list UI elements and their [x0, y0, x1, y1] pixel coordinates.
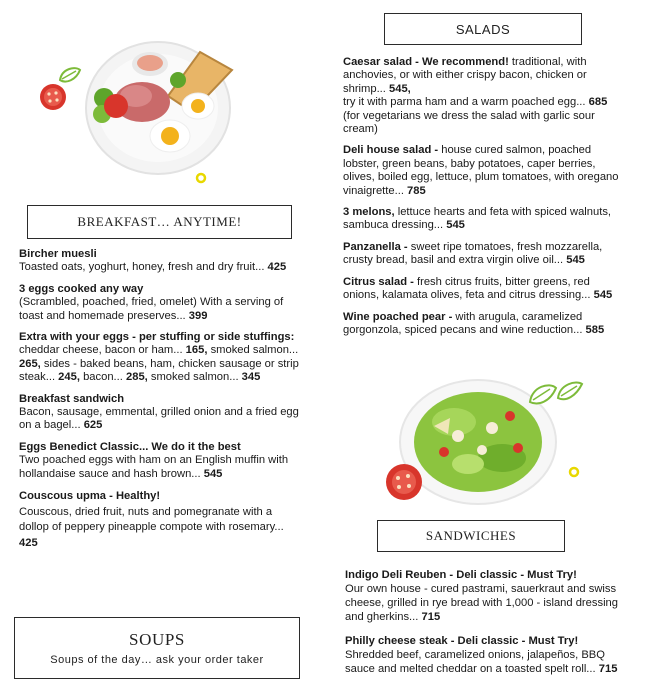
menu-item: [19, 489, 301, 551]
sandwiches-heading: [377, 520, 565, 552]
item-desc-3: sides - baked beans, ham, chicken sausage or strip steak...: [19, 357, 299, 384]
tomato-slice-icon-2: [384, 462, 424, 502]
yellow-dot-icon: [195, 172, 207, 184]
breakfast-heading: [27, 205, 292, 239]
menu-item: [343, 311, 623, 338]
menu-item: [343, 276, 623, 303]
item-name: Citrus salad -: [343, 275, 417, 288]
menu-item: [343, 144, 623, 198]
item-desc: traditional, with anchovies, or with either crispy bacon, chicken or shrimp...: [343, 56, 587, 95]
item-desc-4: bacon...: [79, 371, 123, 384]
item-desc: Couscous, dried fruit, nuts and pomegranate with a dollop of peppery pineapple compote with rosemary...: [19, 505, 284, 534]
breakfast-list: [19, 248, 301, 559]
item-name: Bircher muesli: [19, 248, 97, 260]
item-price: 545,: [385, 82, 411, 95]
item-name: Breakfast sandwich: [19, 392, 125, 405]
item-price: 425: [19, 536, 38, 549]
item-desc-5: smoked salmon...: [147, 371, 239, 384]
item-price-4: 285,: [122, 371, 148, 384]
item-price-5: 345: [238, 371, 261, 384]
item-note: (for vegetarians we dress the salad with garlic sour cream): [343, 109, 595, 136]
menu-item: [19, 248, 301, 275]
item-name: Indigo Deli Reuben - Deli classic - Must Try!: [345, 569, 577, 581]
item-price: 545: [200, 467, 223, 480]
item-price: 545: [563, 254, 585, 267]
item-desc: house cured salmon, poached lobster, green beans, baby potatoes, caper berries, olives, boiled egg, lettuce, plum tomatoes, with oregano vinaigrette...: [343, 144, 619, 197]
soups-title: SOUPS: [129, 630, 185, 649]
item-desc: Our own house - cured pastrami, sauerkraut and swiss cheese, grilled in rye bread with 1,000 - island dressing and gherkins...: [345, 583, 619, 623]
menu-item: [19, 393, 301, 433]
item-extra: try it with parma ham and a warm poached egg...: [343, 96, 586, 109]
item-price: 785: [403, 184, 426, 197]
item-price-2: 265,: [19, 357, 41, 370]
item-desc: Two poached eggs with ham on an English muffin with hollandaise sauce and hash brown...: [19, 454, 289, 480]
menu-item: [343, 241, 623, 268]
item-name: Wine poached pear -: [343, 310, 456, 323]
item-desc: cheddar cheese, bacon or ham...: [19, 344, 183, 357]
sandwiches-title: SANDWICHES: [425, 528, 517, 543]
breakfast-plate-image: [80, 40, 260, 180]
breakfast-title: BREAKFAST… ANYTIME!: [77, 214, 242, 229]
item-name: Couscous upma - Healthy!: [19, 490, 161, 503]
item-desc: with arugula, caramelized gorgonzola, spiced pecans and wine reduction...: [343, 310, 583, 336]
item-price: 165,: [182, 344, 208, 357]
item-price: 425: [264, 261, 287, 274]
soups-subtitle: Soups of the day… ask your order taker: [50, 654, 264, 666]
item-price: 625: [80, 419, 103, 432]
yellow-dot-icon-2: [568, 466, 580, 478]
menu-item: [345, 634, 635, 676]
item-price: 585: [582, 323, 605, 336]
item-name: Extra with your eggs - per stuffing or side stuffings:: [19, 331, 295, 344]
menu-item: [343, 206, 623, 233]
item-desc-2: smoked salmon...: [207, 344, 299, 357]
item-extra-line: [343, 96, 623, 109]
item-name: 3 melons,: [343, 206, 398, 219]
leaves-icon: [528, 380, 584, 410]
item-desc: lettuce hearts and feta with spiced walnuts, sambuca dressing...: [343, 206, 612, 232]
item-price-3: 245,: [55, 371, 80, 384]
item-price: 545: [443, 219, 465, 232]
salads-heading: [384, 13, 582, 45]
item-desc: (Scrambled, poached, fried, omelet) With a serving of toast and homemade preserves...: [19, 296, 284, 322]
item-desc: fresh citrus fruits, bitter greens, red onions, kalamata olives, feta and citrus dressing...: [343, 275, 591, 302]
item-desc: Shredded beef, caramelized onions, jalapeños, BBQ sauce and melted cheddar on a toasted spelt roll...: [345, 649, 605, 675]
item-price: 715: [595, 663, 618, 675]
tomato-slice-icon: [38, 82, 68, 112]
item-desc: Toasted oats, yoghurt, honey, fresh and dry fruit...: [19, 261, 265, 274]
menu-item: [345, 568, 635, 624]
item-name: Philly cheese steak - Deli classic - Must Try!: [345, 635, 579, 647]
item-name: 3 eggs cooked any way: [19, 282, 144, 295]
item-extra-price: 685: [585, 96, 608, 109]
item-name: Deli house salad -: [343, 144, 442, 157]
salads-list: [343, 56, 623, 345]
menu-item: [19, 283, 301, 323]
item-name: Caesar salad - We recommend!: [343, 56, 509, 68]
sandwiches-list: [345, 568, 635, 684]
menu-item: [343, 56, 623, 136]
menu-item: [19, 331, 301, 385]
item-name: Eggs Benedict Classic... We do it the best: [19, 440, 241, 453]
menu-item: [19, 441, 301, 481]
item-price: 545: [590, 289, 613, 302]
item-desc: sweet ripe tomatoes, fresh mozzarella, crusty bread, basil and extra virgin olive oil...: [343, 240, 603, 267]
item-desc: Bacon, sausage, emmental, grilled onion and a fried egg on a bagel...: [19, 406, 299, 432]
salads-title: SALADS: [455, 21, 511, 37]
item-price: 399: [185, 309, 208, 322]
item-name: Panzanella -: [343, 240, 411, 253]
soups-box: [14, 617, 300, 679]
item-price: 715: [418, 611, 441, 623]
